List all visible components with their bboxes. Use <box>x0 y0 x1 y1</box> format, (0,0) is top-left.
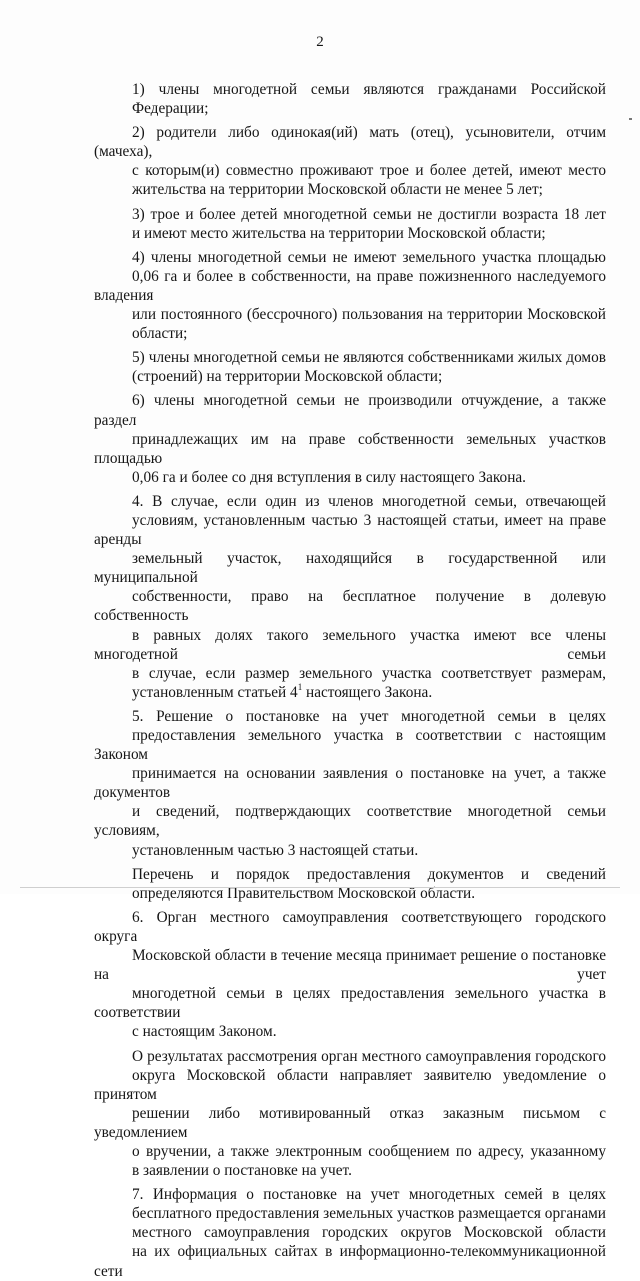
paragraph <box>94 1047 606 1181</box>
paragraph <box>94 707 606 860</box>
text-line: принимается на основании заявления о постановке на учет, а также документов <box>94 765 606 802</box>
text-line: 6) члены многодетной семьи не производили отчуждение, а также раздел <box>94 392 606 429</box>
text-line: округа Московской области направляет заявителю уведомление о принятом <box>94 1066 606 1103</box>
text-line: собственности, право на бесплатное получение в долевую собственность <box>94 588 606 625</box>
text-line: области; <box>132 325 188 343</box>
paragraph <box>94 80 606 118</box>
text-line: многодетной семьи в целях предоставления земельного участка в соответствии <box>94 985 606 1022</box>
margin-mark <box>629 118 632 120</box>
paragraph <box>94 865 606 903</box>
paragraph <box>94 1185 606 1280</box>
text-line: предоставления земельного участка в соответствии с настоящим Законом <box>94 727 606 764</box>
paragraph <box>94 248 606 343</box>
page-number: 2 <box>316 34 324 50</box>
text-line: 0,06 га и более со дня вступления в силу настоящего Закона. <box>132 468 527 486</box>
text-line: и сведений, подтверждающих соответствие многодетной семьи условиям, <box>94 803 606 840</box>
text-line: бесплатного предоставления земельных участков размещается органами <box>132 1205 606 1223</box>
text-line: О результатах рассмотрения орган местного самоуправления городского <box>132 1047 606 1065</box>
text-line: определяются Правительством Московской области. <box>132 884 476 902</box>
text-line: принадлежащих им на праве собственности земельных участков площадью <box>94 430 606 467</box>
text-line: решении либо мотивированный отказ заказным письмом с уведомлением <box>94 1104 606 1141</box>
paragraph <box>94 123 606 199</box>
text-line: 1) члены многодетной семьи являются гражданами Российской <box>132 81 606 98</box>
paragraph <box>94 492 606 702</box>
text-line: в заявлении о постановке на учет. <box>132 1162 352 1180</box>
scan-edge <box>20 887 620 888</box>
text-line: 2) родители либо одинокая(ий) мать (отец), усыновители, отчим (мачеха), <box>94 124 606 161</box>
text-line: установленным частью 3 настоящей статьи. <box>132 841 419 859</box>
text-line-part: установленным статьей 4 <box>132 683 298 701</box>
text-line: 4) члены многодетной семьи не имеют земельного участка площадью <box>132 248 606 266</box>
paragraph <box>94 205 606 243</box>
text-line: земельный участок, находящийся в государственной или муниципальной <box>94 550 606 587</box>
text-line-part: настоящего Закона. <box>302 683 433 701</box>
text-line: на их официальных сайтах в информационно-телекоммуникационной сети <box>94 1243 606 1280</box>
text-line: 4. В случае, если один из членов многодетной семьи, отвечающей <box>132 492 606 510</box>
paragraph <box>94 348 606 386</box>
text-line: (строений) на территории Московской области; <box>132 368 443 386</box>
text-line: или постоянного (бессрочного) пользования на территории Московской <box>132 306 606 324</box>
paragraph <box>94 908 606 1042</box>
text-line: местного самоуправления городских округов Московской области <box>132 1224 606 1242</box>
text-line: 3) трое и более детей многодетной семьи не достигли возраста 18 лет <box>132 205 606 223</box>
text-line: 5) члены многодетной семьи не являются собственниками жилых домов <box>132 349 606 367</box>
text-line: жительства на территории Московской области не менее 5 лет; <box>132 181 543 199</box>
paragraph <box>94 391 606 486</box>
text-line: 7. Информация о постановке на учет многодетных семей в целях <box>132 1186 606 1204</box>
text-line: Перечень и порядок предоставления документов и сведений <box>132 865 606 883</box>
text-line: Московской области в течение месяца принимает решение о постановке на учет <box>94 947 606 984</box>
text-line: с которым(и) совместно проживают трое и более детей, имеют место <box>132 162 606 180</box>
superscript: 1 <box>297 681 303 692</box>
document-body <box>94 80 606 1281</box>
text-line: в случае, если размер земельного участка соответствует размерам, <box>132 664 606 682</box>
text-line: 6. Орган местного самоуправления соответствующего городского округа <box>94 908 606 945</box>
text-line: с настоящим Законом. <box>132 1023 277 1041</box>
text-line: 0,06 га и более в собственности, на праве пожизненного наследуемого владения <box>94 267 606 304</box>
text-line: и имеют место жительства на территории Московской области; <box>132 224 546 242</box>
text-line: условиям, установленным частью 3 настоящей статьи, имеет на праве аренды <box>94 511 606 549</box>
text-line: в равных долях такого земельного участка имеют все члены многодетной семьи <box>94 626 606 663</box>
text-line: Федерации; <box>132 100 209 118</box>
text-line: 5. Решение о постановке на учет многодетной семьи в целях <box>132 707 606 725</box>
text-line: о вручении, а также электронным сообщением по адресу, указанному <box>132 1142 606 1160</box>
text-line <box>94 683 606 702</box>
